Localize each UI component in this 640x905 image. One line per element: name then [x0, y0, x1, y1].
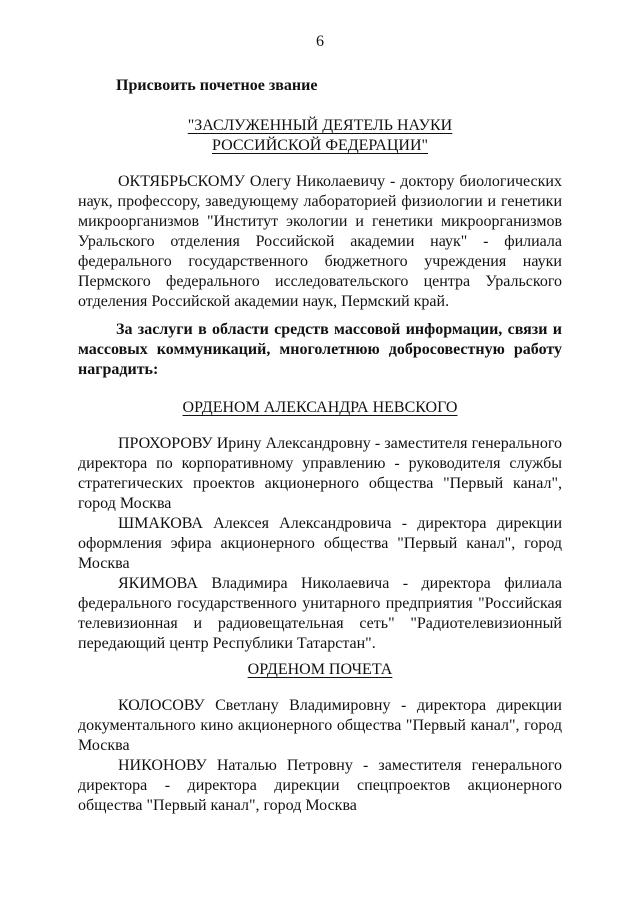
awards-intro	[78, 320, 562, 380]
award-entry: ЯКИМОВА Владимира Николаевича - директора филиала федерального государственного унитарного предприятия "Российская телевизионная и радиовещательная сеть" "Радиотелевизионный передающий центр Республики Татарстан".	[78, 575, 562, 652]
award-entry: НИКОНОВУ Наталью Петровну - заместителя генерального директора - директора дирекции спецпроектов акционерного общества "Первый канал", город Москва	[78, 757, 562, 814]
awards-intro-text: За заслуги в области средств массовой информации, связи и массовых коммуникаций, многолетнюю добросовестную работу наградить:	[78, 321, 562, 378]
award-entry: КОЛОСОВУ Светлану Владимировну - директора дирекции документального кино акционерного общества "Первый канал", город Москва	[78, 697, 562, 754]
honorary-entry-list	[78, 172, 562, 312]
award-entry: ПРОХОРОВУ Ирину Александровну - заместителя генерального директора по корпоративному управлению - руководителя службы стратегических проектов акционерного общества "Первый канал", город Москва	[78, 435, 562, 512]
order-nevsky-entry-list	[78, 434, 562, 654]
page-number: 6	[316, 33, 324, 50]
award-entry: ШМАКОВА Алексея Александровича - директора дирекции оформления эфира акционерного общества "Первый канал", город Москва	[78, 515, 562, 572]
order-nevsky-title: ОРДЕНОМ АЛЕКСАНДРА НЕВСКОГО	[182, 399, 458, 416]
honorary-title-line-2: РОССИЙСКОЙ ФЕДЕРАЦИИ"	[211, 137, 429, 154]
section-heading-honorary-title: Присвоить почетное звание	[116, 77, 318, 94]
honorary-entry: ОКТЯБРЬСКОМУ Олегу Николаевичу - доктору биологических наук, профессору, заведующему лабораторией физиологии и генетики микроорганизмов "Институт экологии и генетики микроорганизмов Уральского отделения Российской академии наук" - филиала федерального государственного бюджетного учреждения науки Пермского федерального исследовательского центра Уральского отделения Российской академии наук, Пермский край.	[78, 173, 562, 310]
order-of-honour-entry-list	[78, 696, 562, 816]
honorary-title-line-1: "ЗАСЛУЖЕННЫЙ ДЕЯТЕЛЬ НАУКИ	[187, 117, 453, 134]
order-of-honour-title: ОРДЕНОМ ПОЧЕТА	[247, 661, 393, 678]
